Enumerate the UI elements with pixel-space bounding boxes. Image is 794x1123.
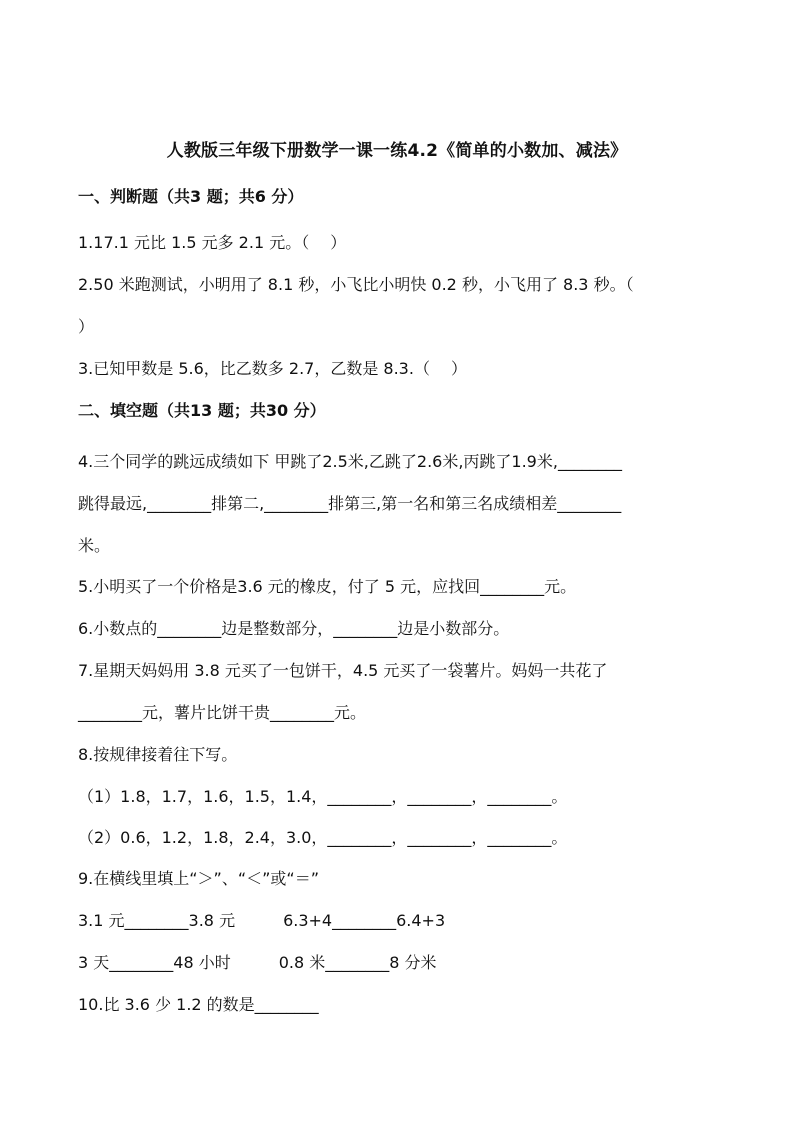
question-7-line-2: ________元，薯片比饼干贵________元。 xyxy=(78,703,367,722)
question-6: 6.小数点的________边是整数部分，________边是小数部分。 xyxy=(78,619,510,638)
question-3: 3.已知甲数是 5.6，比乙数多 2.7，乙数是 8.3.（ ） xyxy=(78,359,468,378)
question-9: 9.在横线里填上“＞”、“＜”或“＝” xyxy=(78,869,320,888)
question-4: 4.三个同学的跳远成绩如下 甲跳了2.5米,乙跳了2.6米,丙跳了1.9米,________ xyxy=(78,452,622,471)
question-8-part-2: （2）0.6，1.2，1.8，2.4，3.0，________，________，________。 xyxy=(78,828,568,847)
question-5: 5.小明买了一个价格是3.6 元的橡皮，付了 5 元，应找回________元。 xyxy=(78,577,577,596)
question-9-row-1: 3.1 元________3.8 元 6.3+4________6.4+3 xyxy=(78,911,446,930)
page-title: 人教版三年级下册数学一课一练4.2《简单的小数加、减法》 xyxy=(166,141,628,161)
question-4-line-3: 米。 xyxy=(78,536,111,555)
question-4-line-2: 跳得最远,________排第二,________排第三,第一名和第三名成绩相差________ xyxy=(78,494,622,513)
question-8-part-1: （1）1.8，1.7，1.6，1.5，1.4，________，________，________。 xyxy=(78,787,568,806)
section-heading-judgment: 一、判断题（共3 题；共6 分） xyxy=(78,187,304,206)
question-2-continuation: ） xyxy=(78,317,95,336)
question-9-row-2: 3 天________48 小时 0.8 米________8 分米 xyxy=(78,953,437,972)
section-heading-fill-in: 二、填空题（共13 题；共30 分） xyxy=(78,401,326,420)
question-10: 10.比 3.6 少 1.2 的数是________ xyxy=(78,995,319,1014)
question-2: 2.50 米跑测试，小明用了 8.1 秒，小飞比小明快 0.2 秒，小飞用了 8.3 秒。（ xyxy=(78,275,634,294)
question-7: 7.星期天妈妈用 3.8 元买了一包饼干，4.5 元买了一袋薯片。妈妈一共花了 xyxy=(78,661,608,680)
question-8: 8.按规律接着往下写。 xyxy=(78,745,238,764)
question-1: 1.17.1 元比 1.5 元多 2.1 元。（ ） xyxy=(78,233,347,252)
